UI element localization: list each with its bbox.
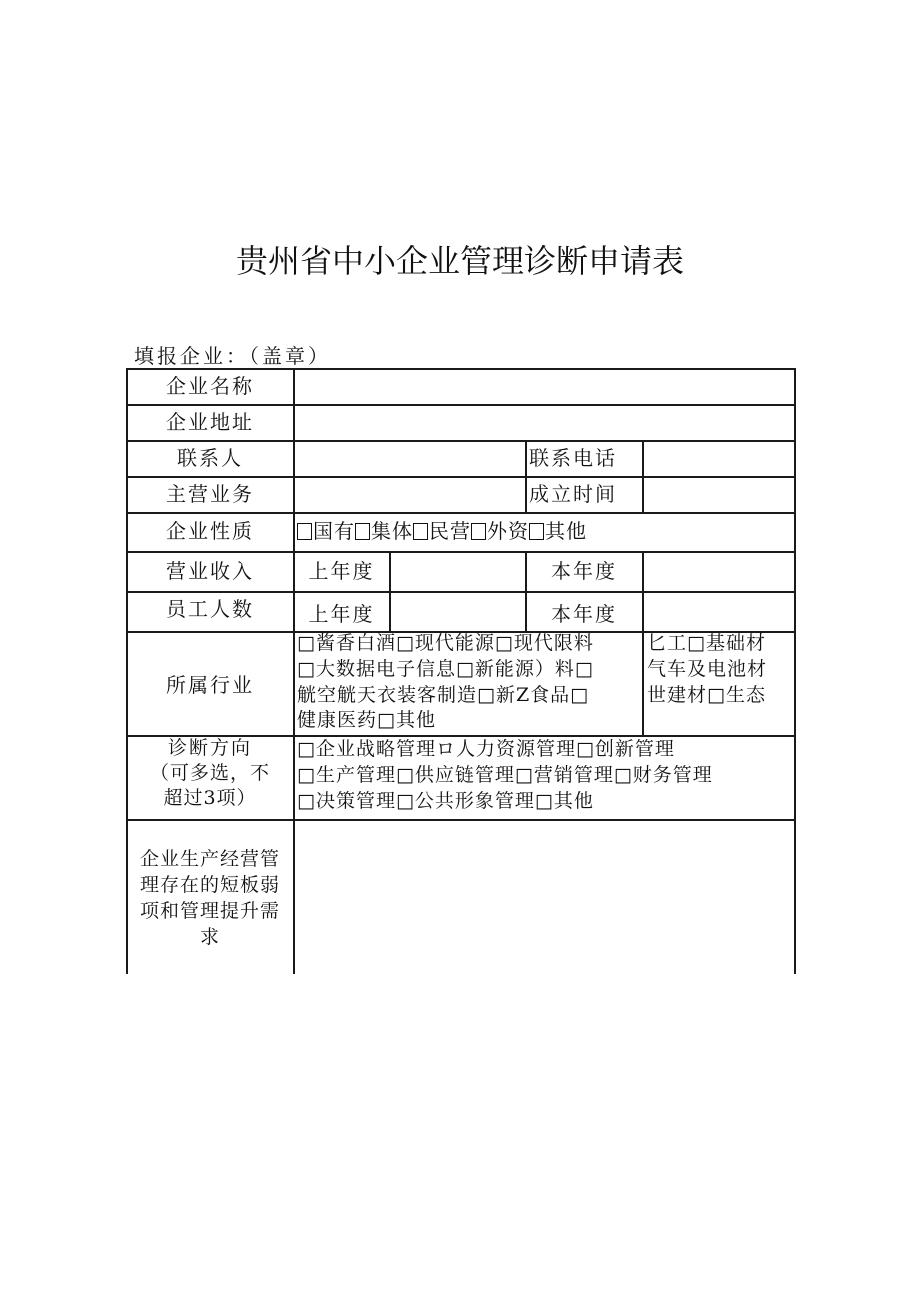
checkbox-icon[interactable]	[297, 523, 312, 540]
nature-option-collective[interactable]: 集体	[355, 519, 413, 543]
company-address-label: 企业地址	[166, 410, 254, 434]
nature-label: 企业性质	[166, 519, 254, 543]
direction-line: □决策管理□公共形象管理□其他	[297, 790, 594, 812]
revenue-last-year-label: 上年度	[308, 559, 375, 583]
founded-label: 成立时间	[529, 482, 617, 506]
nature-option-other[interactable]: 其他	[529, 519, 587, 543]
industry-line: □酱香白酒□现代能源□现代限料	[297, 632, 594, 654]
employees-last-year-label: 上年度	[308, 602, 375, 626]
industry-line: 匕工□基础材	[647, 632, 766, 654]
nature-option-private[interactable]: 民营	[413, 519, 471, 543]
checkbox-icon[interactable]	[471, 523, 486, 540]
nature-option-state[interactable]: 国有	[297, 519, 355, 543]
industry-label: 所属行业	[166, 673, 254, 697]
employees-this-year-label: 本年度	[551, 602, 617, 626]
filler-line: 填报企业：（盖章）	[134, 344, 331, 368]
page-title: 贵州省中小企业管理诊断申请表	[235, 242, 684, 280]
industry-line: 世建材□生态	[647, 684, 766, 706]
revenue-label: 营业收入	[166, 559, 254, 583]
direction-line: □生产管理□供应链管理□营销管理□财务管理	[297, 764, 713, 786]
phone-label: 联系电话	[529, 446, 617, 470]
industry-line: □大数据电子信息□新能源）料□	[297, 658, 594, 680]
employees-label: 员工人数	[166, 597, 254, 621]
nature-option-foreign[interactable]: 外资	[471, 519, 529, 543]
industry-line: 气车及电池材	[647, 658, 768, 680]
industry-line: 健康医药□其他	[297, 709, 436, 731]
checkbox-icon[interactable]	[413, 523, 428, 540]
checkbox-icon[interactable]	[529, 523, 544, 540]
contact-label: 联系人	[177, 446, 243, 470]
checkbox-icon[interactable]	[355, 523, 370, 540]
revenue-this-year-label: 本年度	[551, 559, 617, 583]
company-name-label: 企业名称	[166, 374, 254, 398]
nature-options	[297, 518, 587, 544]
main-business-label: 主营业务	[166, 482, 254, 506]
shortboard-field[interactable]	[300, 826, 788, 966]
industry-line: 觥空觥天衣装客制造□新Z食品□	[297, 684, 590, 706]
direction-line: □企业战略管理ロ人力资源管理□创新管理	[297, 738, 675, 760]
